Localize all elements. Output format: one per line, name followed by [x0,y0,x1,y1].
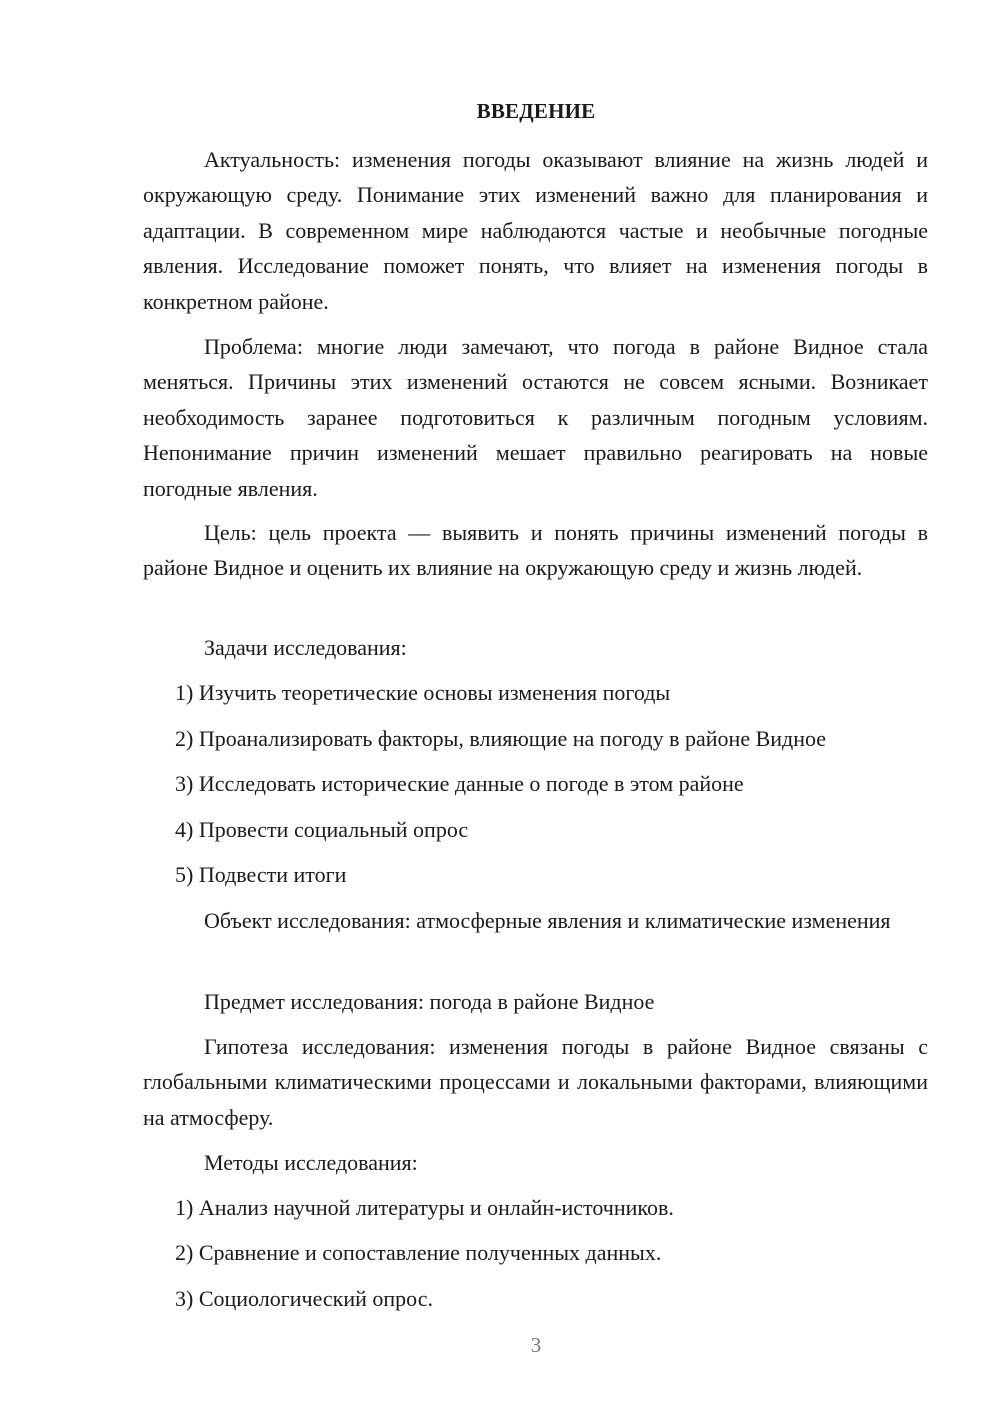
hypothesis-paragraph: Гипотеза исследования: изменения погоды в районе Видное связаны с глобальными климатическими процессами и локальными факторами, влияющими на атмосферу. [143,1034,928,1130]
method-item: 1) Анализ научной литературы и онлайн-источников. [175,1195,674,1220]
task-item: 4) Провести социальный опрос [175,817,469,842]
object-paragraph: Объект исследования: атмосферные явления и климатические изменения [204,908,891,933]
relevance-paragraph: Актуальность: изменения погоды оказывают влияние на жизнь людей и окружающую среду. Понимание этих изменений важно для планирования и адаптации. В современном мире наблюдаются частые и необычные погодные явления. Исследование поможет понять, что влияет на изменения погоды в конкретном районе. [143,147,928,314]
task-item: 1) Изучить теоретические основы изменения погоды [175,680,671,705]
goal-paragraph: Цель: цель проекта — выявить и понять причины изменений погоды в районе Видное и оценить их влияние на окружающую среду и жизнь людей. [143,520,928,581]
tasks-heading: Задачи исследования: [204,635,407,660]
page-title: ВВЕДЕНИЕ [476,99,596,123]
method-item: 2) Сравнение и сопоставление полученных данных. [175,1240,662,1265]
subject-line: Предмет исследования: погода в районе Видное [204,989,655,1014]
page-number: 3 [530,1333,542,1357]
problem-paragraph: Проблема: многие люди замечают, что погода в районе Видное стала меняться. Причины этих изменений остаются не совсем ясными. Возникает необходимость заранее подготовиться к различным погодным условиям. Непонимание причин изменений мешает правильно реагировать на новые погодные явления. [143,334,928,501]
task-item: 3) Исследовать исторические данные о погоде в этом районе [175,771,744,796]
task-item: 5) Подвести итоги [175,862,347,887]
methods-heading: Методы исследования: [204,1150,418,1175]
task-item: 2) Проанализировать факторы, влияющие на погоду в районе Видное [175,726,827,751]
method-item: 3) Социологический опрос. [175,1286,433,1311]
